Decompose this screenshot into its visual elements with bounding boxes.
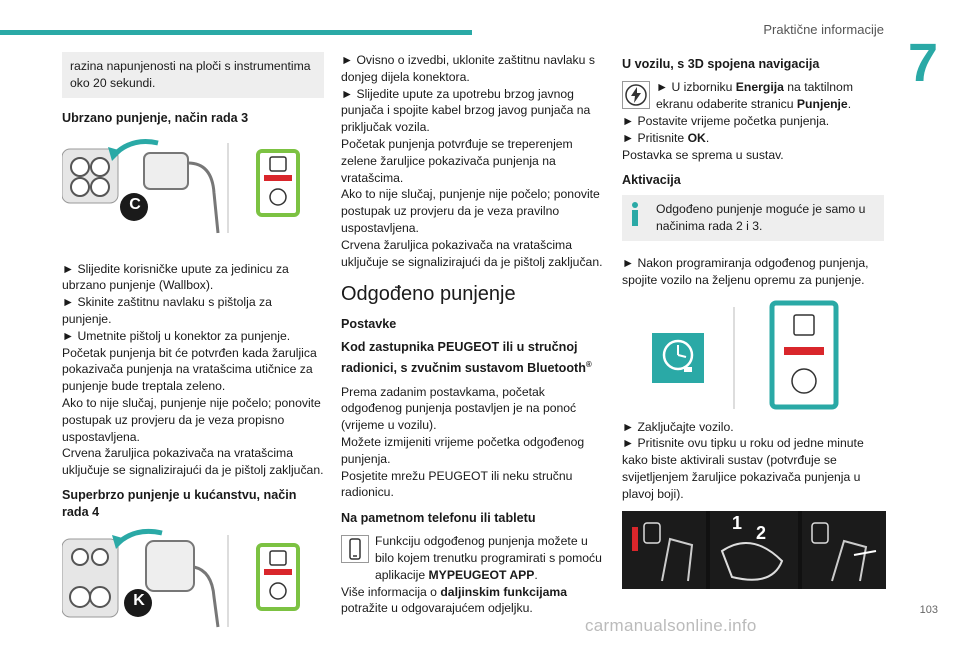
activation-illustration [622, 299, 884, 415]
registered-mark: ® [585, 360, 592, 370]
remote-functions-bold: daljinskim funkcijama [440, 584, 568, 599]
mode4-illustration [62, 527, 324, 637]
dealer-line: Posjetite mrežu PEUGEOT ili neku stručnu radionicu. [341, 468, 573, 500]
activation-step: ► Nakon programiranja odgođenog punjenja, spojite vozilo na željenu opremu za punjenje. [622, 255, 869, 287]
column-1 [62, 52, 324, 647]
header-accent-bar [0, 30, 472, 35]
figure-mode3-charging [62, 133, 324, 251]
figure-mode4-charging [62, 527, 324, 637]
mode3-line: ► Slijedite korisničke upute za jedinicu za ubrzano punjenje (Wallbox). [62, 261, 289, 293]
heading-activation: Aktivacija [622, 173, 681, 188]
watermark: carmanualsonline.info [585, 616, 757, 635]
figure-badge-k: K [133, 591, 145, 609]
activation-step: ► Zaključajte vozilo. [622, 419, 734, 434]
heading-dealer-text: Kod zastupnika PEUGEOT ili u stručnoj radionici, s zvučnim sustavom Bluetooth [341, 340, 586, 376]
activation-step: ► Pritisnite ovu tipku u roku od jedne minute kako biste aktivirali sustav (potvrđuje se svijetljenjem žaruljice pokazivača punjenja u plavoj boji). [622, 436, 864, 501]
heading-settings: Postavke [341, 317, 397, 332]
info-box [622, 195, 884, 241]
mode3-line: Ako to nije slučaj, punjenje nije počelo; ponovite postupak uz provjeru da je veza propisno uspostavljena. [62, 395, 321, 444]
vehicle-step-ok [622, 130, 884, 147]
public-charger-line: Početak punjenja potvrđuje se treperenjem zelene žaruljice pokazivača punjenja na vratašcima. [341, 136, 573, 185]
mode3-line: Početak punjenja bit će potvrđen kada žaruljica pokazivača punjenja na vratašcima utičnice za punjenje bude treptala zeleno. [62, 345, 317, 394]
heading-vehicle: U vozilu, s 3D spojena navigacija [622, 57, 820, 71]
public-charger-line: Ako to nije slučaj, punjenje nije počelo; ponovite postupak uz provjeru da je veza pravilno uspostavljena. [341, 187, 600, 235]
mode3-line: Crvena žaruljica pokazivača na vratašcima uključuje se signalizirajući da je pištolj zaključan. [62, 446, 324, 478]
photo-number-2: 2 [756, 523, 767, 543]
figure-activation [622, 299, 884, 415]
info-icon [631, 202, 639, 226]
mode3-line: ► Umetnite pištolj u konektor za punjenje. [62, 328, 291, 343]
heading-dealer [341, 339, 605, 377]
remote-functions-note [341, 584, 605, 618]
v3-a: ► Pritisnite [622, 130, 688, 145]
energy-icon [622, 81, 650, 109]
mode3-line: ► Skinite zaštitnu navlaku s pištolja za punjenje. [62, 295, 272, 326]
page-number: 103 [919, 604, 938, 616]
smartphone-row [341, 533, 605, 583]
note-box: razina napunjenosti na ploči s instrumentima oko 20 sekundi. [62, 52, 324, 98]
heading-deferred-charging: Odgođeno punjenje [341, 283, 516, 306]
vehicle-step: Postavka se sprema u sustav. [622, 147, 784, 162]
dealer-line: Prema zadanim postavkama, početak odgođenog punjenja postavljen je na ponoć (vrijeme u vozilu). [341, 384, 577, 433]
heading-mode3: Ubrzano punjenje, način rada 3 [62, 110, 249, 125]
energy-menu-row [622, 79, 884, 113]
remote-text-1: Više informacija o [341, 584, 441, 599]
info-text: Odgođeno punjenje moguće je samo u načinima rada 2 i 3. [656, 202, 866, 234]
figure-badge-c: C [129, 195, 141, 213]
public-charger-line: ► Ovisno o izvedbi, uklonite zaštitnu navlaku s donjeg dijela konektora. [341, 53, 595, 84]
v3-c: . [705, 130, 710, 145]
smartphone-dot: . [534, 567, 538, 582]
v1-c: na taktilnom ekranu odaberite stranicu [656, 80, 853, 111]
header-title: Praktične informacije [763, 22, 884, 37]
public-charger-line: ► Slijedite upute za upotrebu brzog javnog punjača i spojite kabel brzog javog punjača na priključak vozila. [341, 86, 591, 135]
column-2 [341, 52, 605, 617]
dealer-line: Možete izmijeniti vrijeme početka odgođenog punjenja. [341, 434, 585, 466]
mode3-illustration [62, 133, 324, 251]
app-name: MYPEUGEOT APP [428, 567, 535, 582]
column-3 [622, 52, 884, 551]
chapter-number: 7 [907, 33, 938, 93]
dealer-text [341, 384, 605, 502]
public-charger-line: Crvena žaruljica pokazivača na vratašcima uključuje se signalizirajući da je pištolj zaključan. [341, 237, 603, 269]
ok-label: OK [687, 130, 706, 145]
v1-a: ► U izborniku [656, 80, 736, 94]
page-charging: Punjenje [796, 96, 848, 111]
smartphone-icon [341, 535, 369, 563]
menu-energy: Energija [735, 80, 784, 94]
mode3-instructions [62, 261, 324, 479]
smartphone-text: Funkciju odgođenog punjenja možete u bilo kojem trenutku programirati s pomoću aplikacije [375, 534, 602, 582]
photo-number-1: 1 [732, 513, 743, 533]
unlock-photo-strip [622, 511, 886, 589]
heading-mode4: Superbrzo punjenje u kućanstvu, način rada 4 [62, 487, 297, 519]
vehicle-step: ► Postavite vrijeme početka punjenja. [622, 114, 830, 128]
v1-e: . [847, 96, 852, 111]
remote-text-2: potražite u odgovarajućem odjeljku. [341, 601, 533, 616]
heading-smartphone: Na pametnom telefonu ili tabletu [341, 511, 536, 526]
unlock-photos [622, 511, 886, 589]
